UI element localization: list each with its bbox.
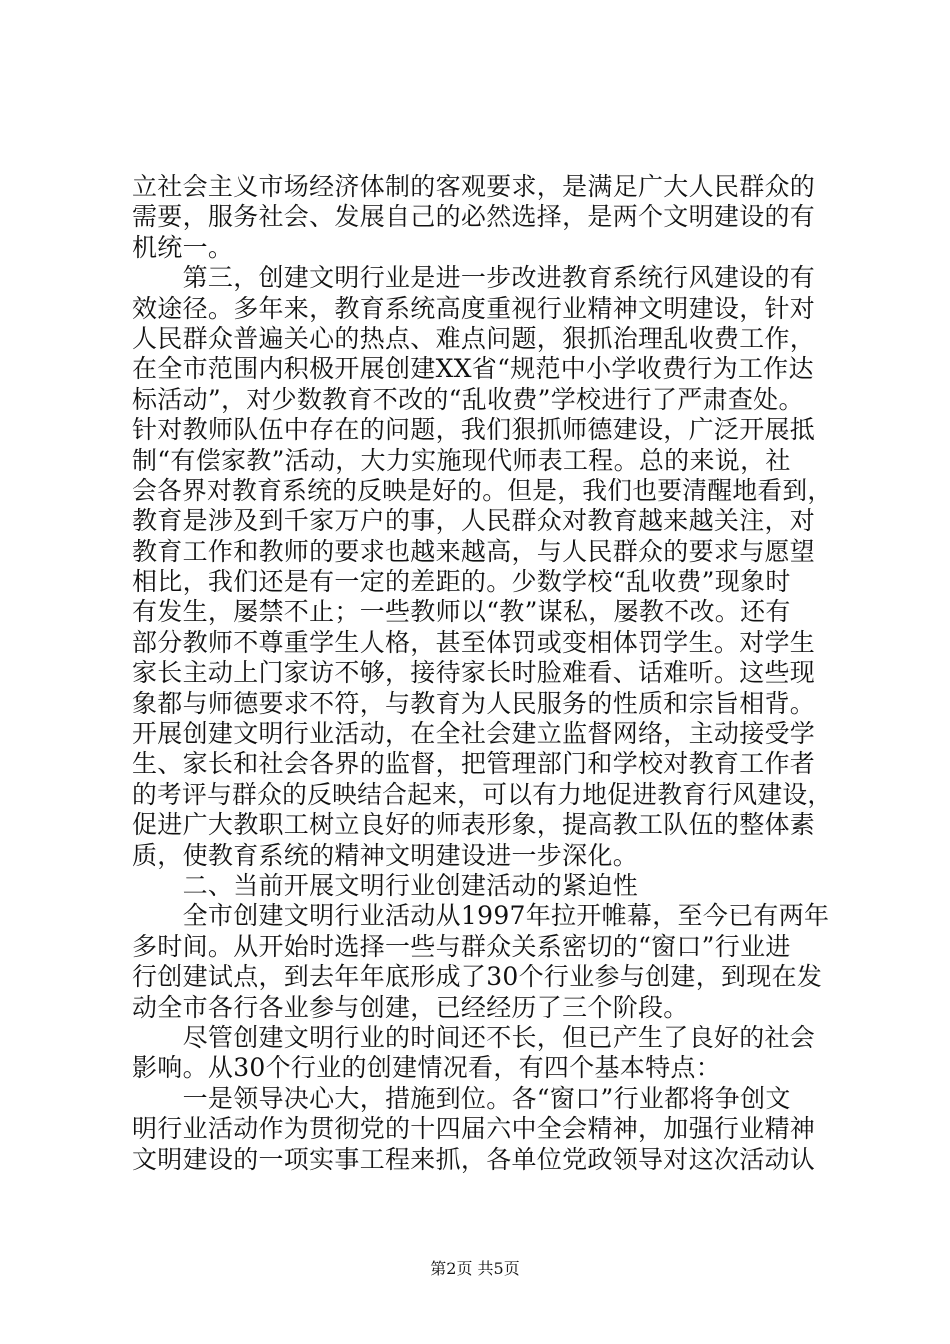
text-line: 在全市范围内积极开展创建XX省“规范中小学收费行为工作达 <box>132 354 814 384</box>
text-line: 针对教师队伍中存在的问题，我们狠抓师德建设，广泛开展抵 <box>132 415 816 445</box>
text-line: 的考评与群众的反映结合起来，可以有力地促进教育行风建设， <box>132 779 833 809</box>
text-line: 效途径。多年来，教育系统高度重视行业精神文明建设，针对 <box>132 293 816 323</box>
text-line: 生、家长和社会各界的监督，把管理部门和学校对教育工作者 <box>132 749 816 779</box>
text-line: 明行业活动作为贯彻党的十四届六中全会精神，加强行业精神 <box>132 1114 816 1144</box>
text-line: 部分教师不尊重学生人格，甚至体罚或变相体罚学生。对学生 <box>132 627 816 657</box>
text-line: 教育工作和教师的要求也越来越高，与人民群众的要求与愿望 <box>132 536 816 566</box>
text-line: 需要，服务社会、发展自己的必然选择，是两个文明建设的有 <box>132 202 816 232</box>
text-line: 象都与师德要求不符，与教育为人民服务的性质和宗旨相背。 <box>132 688 816 718</box>
text-line: 家长主动上门家访不够，接待家长时脸难看、话难听。这些现 <box>132 658 816 688</box>
text-line: 尽管创建文明行业的时间还不长，但已产生了良好的社会 <box>132 1022 816 1052</box>
text-line: 促进广大教职工树立良好的师表形象，提高教工队伍的整体素 <box>132 810 816 840</box>
text-line: 全市创建文明行业活动从1997年拉开帷幕，至今已有两年 <box>132 901 830 931</box>
text-line: 第三，创建文明行业是进一步改进教育系统行风建设的有 <box>132 263 816 293</box>
text-line: 多时间。从开始时选择一些与群众关系密切的“窗口”行业进 <box>132 931 791 961</box>
text-line: 会各界对教育系统的反映是好的。但是，我们也要清醒地看到， <box>132 475 833 505</box>
text-line: 开展创建文明行业活动，在全社会建立监督网络，主动接受学 <box>132 719 816 749</box>
text-line: 机统一。 <box>132 232 234 262</box>
text-line: 影响。从30个行业的创建情况看，有四个基本特点： <box>132 1053 722 1083</box>
text-line: 行创建试点，到去年年底形成了30个行业参与创建，到现在发 <box>132 962 823 992</box>
text-line: 文明建设的一项实事工程来抓，各单位党政领导对这次活动认 <box>132 1144 816 1174</box>
document-body <box>132 172 832 1175</box>
text-line: 有发生，屡禁不止；一些教师以“教”谋私，屡教不改。还有 <box>132 597 791 627</box>
text-line: 人民群众普遍关心的热点、难点问题，狠抓治理乱收费工作， <box>132 323 816 353</box>
page-footer: 第2页 共5页 <box>430 1259 520 1278</box>
text-line: 二、当前开展文明行业创建活动的紧迫性 <box>132 870 639 900</box>
text-line: 标活动”，对少数教育不改的“乱收费”学校进行了严肃查处。 <box>132 384 804 414</box>
text-line: 一是领导决心大，措施到位。各“窗口”行业都将争创文 <box>132 1083 791 1113</box>
text-line: 动全市各行各业参与创建，已经经历了三个阶段。 <box>132 992 689 1022</box>
text-line: 教育是涉及到千家万户的事，人民群众对教育越来越关注，对 <box>132 506 816 536</box>
text-line: 相比，我们还是有一定的差距的。少数学校“乱收费”现象时 <box>132 567 791 597</box>
text-line: 立社会主义市场经济体制的客观要求，是满足广大人民群众的 <box>132 172 816 201</box>
text-line: 制“有偿家教”活动，大力实施现代师表工程。总的来说，社 <box>132 445 791 475</box>
text-line: 质，使教育系统的精神文明建设进一步深化。 <box>132 840 639 870</box>
